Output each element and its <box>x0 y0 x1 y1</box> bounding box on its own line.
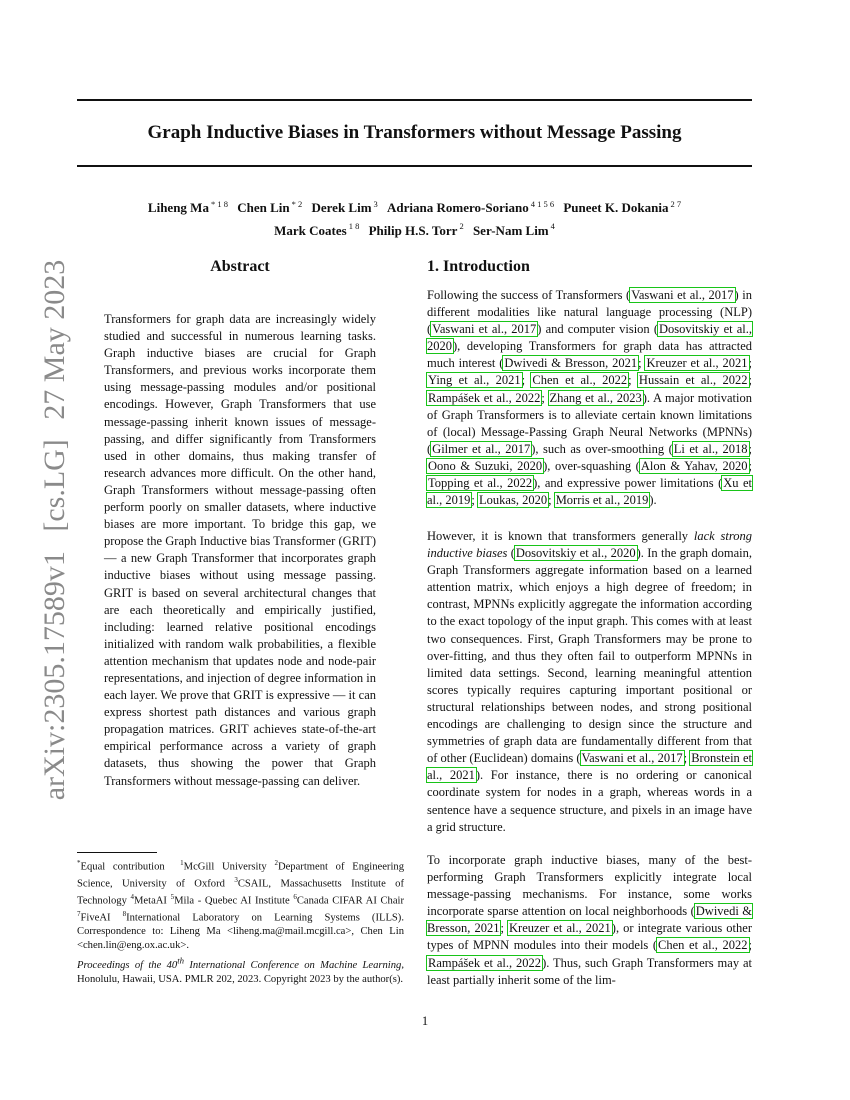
citation-link[interactable]: Vaswani et al., 2017 <box>432 322 537 337</box>
citation-link[interactable]: Ying et al., 2021 <box>428 373 521 388</box>
citation-link[interactable]: Dosovitskiy et al., 2020 <box>515 546 636 561</box>
footnote-rule <box>77 852 157 853</box>
citation-link[interactable]: Oono & Suzuki, 2020 <box>428 458 543 473</box>
abstract-text: Transformers for graph data are increasingly widely studied and successful in numerous learning tasks. Graph inductive biases are crucial for Graph Transformers, and previous works incorporate them using message-passing modules and/or positional encodings. However, Graph Transformers that use message-passing inherit known issues of message-passing, and differ significantly from Transformers used in other domains, thus making transfer of research advances more difficult. On the other hand, Graph Transformers without message-passing often perform poorly on smaller datasets, where inductive biases are more important. To bridge this gap, we propose the Graph Inductive bias Transformer (GRIT) — a new Graph Transformer that incorporates graph inductive biases without using message passing. GRIT is based on several architectural changes that are each theoretically and empirically justified, including: learned relative positional encodings initialized with random walk probabilities, a flexible attention mechanism that updates node and node-pair representations, and injection of degree information in each layer. We prove that GRIT is expressive — it can express shortest path distances and various graph propagation matrices. GRIT achieves state-of-the-art empirical performance across a variety of graph datasets, thus showing the power that Graph Transformers without message-passing can deliver. <box>104 312 376 788</box>
author: Liheng Ma $^{* 1 8}$ <box>147 199 228 216</box>
author: Derek Lim $^3$ <box>311 199 378 216</box>
citation-link[interactable]: Zhang et al., 2023 <box>549 390 642 405</box>
citation-link[interactable]: Topping et al., 2022 <box>428 476 533 491</box>
page-number: 1 <box>421 1014 429 1028</box>
citation-link[interactable]: Loukas, 2020 <box>479 493 548 508</box>
citation-link[interactable]: Morris et al., 2019 <box>555 493 649 508</box>
arxiv-id[interactable]: arXiv:2305.17589v1 <box>38 551 71 801</box>
citation-link[interactable]: Dwivedi & Bresson, 2021 <box>427 904 752 936</box>
citation-link[interactable]: Bronstein et al., 2021 <box>427 751 752 783</box>
author: Philip H.S. Torr $^2$ <box>368 221 464 238</box>
arxiv-category: [cs.LG] <box>38 439 71 532</box>
citation-link[interactable]: Vaswani et al., 2017 <box>581 751 683 766</box>
citation-link[interactable]: Rampášek et al., 2022 <box>428 390 541 405</box>
affiliations-footnote: *Equal contribution $^1$McGill University $^2$Department of Engineering Science, University of Oxford $^3$CSAIL, Massachusetts Institute of Technology $^4$MetaAI $^5$Mila - Quebec AI Institute $^6$Canada CIFAR AI Chair $^7$FiveAI $^8$International Laboratory on Learning Systems (ILLS). Correspondence to: Liheng Ma <liheng.ma@mail.mcgill.ca>, Chen Lin <chen.lin@eng.ox.ac.uk>. <box>77 859 405 951</box>
title-bottom-rule <box>77 165 752 167</box>
citation-link[interactable]: Kreuzer et al., 2021 <box>509 921 611 936</box>
citation-link[interactable]: Vaswani et al., 2017 <box>631 288 734 302</box>
citation-link[interactable]: Dwivedi & Bresson, 2021 <box>504 356 638 371</box>
intro-paragraph-3: To incorporate graph inductive biases, many of the best-performing Graph Transformers explicitly integrate local message-passing mechanisms. For instance, some works incorporate sparse attention on local neighborhoods (Dwivedi & Bresson, 2021; Kreuzer et al., 2021), or integrate various other types of MPNN modules into their models (Chen et al., 2022; Rampášek et al., 2022). Thus, such Graph Transformers may at least partially inherit some of the lim- <box>427 853 752 987</box>
correspondence: Correspondence to: Liheng Ma <liheng.ma@mail.mcgill.ca>, Chen Lin <chen.lin@eng.ox.ac.uk>. <box>77 926 404 951</box>
author: Chen Lin $^{* 2}$ <box>237 199 303 216</box>
section-heading-introduction: 1. Introduction <box>427 258 530 275</box>
author: Mark Coates $^{1 8}$ <box>274 221 360 238</box>
citation-link[interactable]: Alon & Yahav, 2020 <box>640 458 748 473</box>
author: Adriana Romero-Soriano $^{4 1 5 6}$ <box>387 199 555 216</box>
citation-link[interactable]: Gilmer et al., 2017 <box>432 441 531 456</box>
author-list <box>77 195 752 240</box>
citation-link[interactable]: Chen et al., 2022 <box>532 373 628 388</box>
arxiv-sidebar-stamp <box>38 254 72 807</box>
citation-link[interactable]: Hussain et al., 2022 <box>638 373 748 388</box>
citation-link[interactable]: Kreuzer et al., 2021 <box>646 356 748 371</box>
author: Ser-Nam Lim $^4$ <box>472 221 555 238</box>
arxiv-date: 27 May 2023 <box>38 259 71 420</box>
proceedings-note: Proceedings of the 40th International Conference on Machine Learning, Honolulu, Hawaii, USA. PMLR 202, 2023. Copyright 2023 by the author(s). <box>77 955 404 985</box>
citation-link[interactable]: Xu et al., 2019 <box>427 476 752 508</box>
intro-paragraph-2: However, it is known that transformers generally lack strong inductive biases (Dosovitskiy et al., 2020). In the graph domain, Graph Transformers aggregate information based on a learned attention matrix, which enjoys a high degree of freedom; in contrast, MPNNs explicitly aggregate the information according to the exact topology of the input graph. This comes with at least two consequences. First, Graph Transformers may be prone to over-fitting, and thus they often fail to outperform MPNNs in limited data settings. Second, learning meaningful attention scores typically requires capturing important positional or structural relationships between nodes, and strong positional encodings are challenging to design since the structure and symmetries of graph data are fundamentally different from that of other (Euclidean) domains (Vaswani et al., 2017; Bronstein et al., 2021). For instance, there is no ordering or canonical coordinate system for nodes in a graph, whereas words in a sentence have a sequence structure, and pixels in an image have a grid structure. <box>427 529 752 834</box>
author: Puneet K. Dokania $^{2 7}$ <box>563 199 682 216</box>
paper-title: Graph Inductive Biases in Transformers without Message Passing <box>147 122 682 143</box>
abstract-heading: Abstract <box>210 258 270 275</box>
title-top-rule <box>77 99 752 101</box>
citation-link[interactable]: Chen et al., 2022 <box>658 938 748 953</box>
citation-link[interactable]: Li et al., 2018 <box>673 441 748 456</box>
intro-paragraph-1: Following the success of Transformers (Vaswani et al., 2017) in different modalities like natural language processing (NLP) (Vaswani et al., 2017) and computer vision (Dosovitskiy et al., 2020), developing Transformers for graph data has attracted much interest (Dwivedi & Bresson, 2021; Kreuzer et al., 2021; Ying et al., 2021; Chen et al., 2022; Hussain et al., 2022; Rampášek et al., 2022; Zhang et al., 2023). A major motivation of Graph Transformers is to alleviate certain known limitations of (local) Message-Passing Graph Neural Networks (MPNNs) (Gilmer et al., 2017), such as over-smoothing (Li et al., 2018; Oono & Suzuki, 2020), over-squashing (Alon & Yahav, 2020; Topping et al., 2022), and expressive power limitations (Xu et al., 2019; Loukas, 2020; Morris et al., 2019). <box>427 288 753 508</box>
citation-link[interactable]: Dosovitskiy et al., 2020 <box>427 322 753 354</box>
citation-link[interactable]: Rampášek et al., 2022 <box>428 955 542 970</box>
